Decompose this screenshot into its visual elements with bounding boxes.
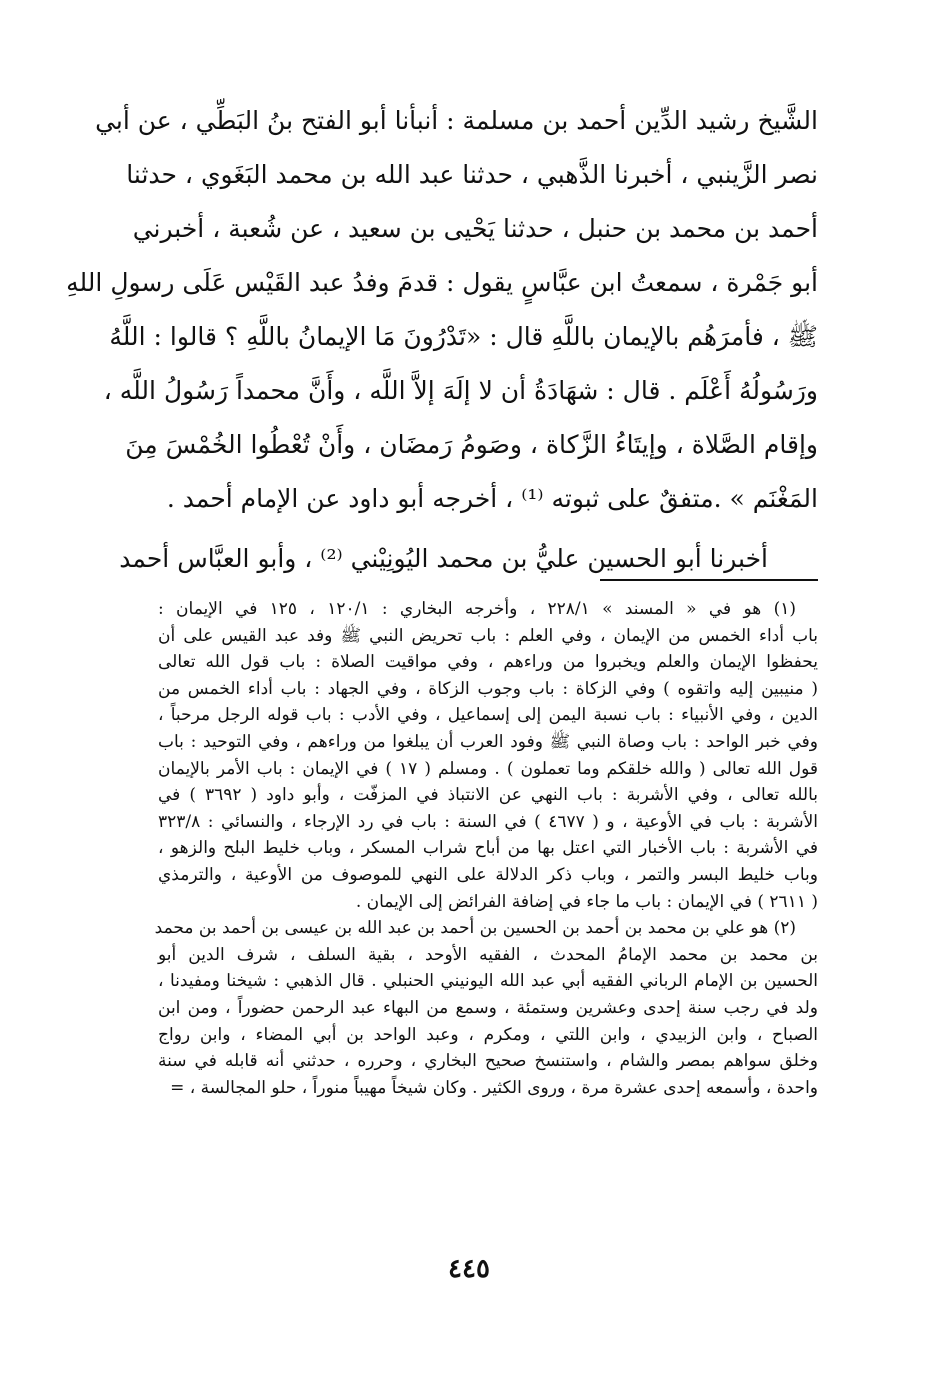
main-text-block [66, 104, 818, 596]
footnote-line: واحدة ، وأسمعه إحدى عشرة مرة ، وروى الكثير . وكان شيخاً مهيباً منوراً ، حلو المجالسة ، = [170, 1077, 818, 1098]
footnote-line: ولد في رجب سنة إحدى وعشرين وستمئة ، وسمع من البهاء عبد الرحمن حضوراً ، ومن ابن [158, 997, 818, 1018]
footnote-line: الأشربة : باب في الأوعية ، و ( ٤٦٧٧ ) في السنة : باب في رد الإرجاء ، والنسائي : ٣٢٣/٨ [158, 811, 818, 832]
footnotes-block [154, 598, 818, 1103]
main-text-line: ورَسُولُهُ أَعْلَم . قال : شهَادَةُ أن لا إلَهَ إلاَّ اللَّه ، وأَنَّ محمداً رَسُولُ اللَّه ، [103, 376, 818, 405]
footnote-line: قول الله تعالى ( والله خلقكم وما تعملون ) . ومسلم ( ١٧ ) في الإيمان : باب الأمر بالإيمان [158, 758, 818, 779]
main-text-line: ﷺ ، فأمرَهُم بالإيمان باللَّهِ قال : «تَدْرُونَ مَا الإيمانُ باللَّهِ ؟ قالوا : اللَّهُ [109, 322, 818, 351]
footnote-line: (٢) هو علي بن محمد بن أحمد بن الحسين بن أحمد بن عبد الله بن عيسى بن أحمد بن محمد [154, 918, 796, 939]
footnote-line: الدين ، وفي الأنبياء : باب نسبة اليمن إلى إسماعيل ، وفي الأدب : باب قوله الرجل مرحباً ، [158, 705, 818, 726]
footnote-line: في الأشربة : باب الأخبار التي اعتل بها من أباح شراب المسكر ، وباب خليط البلح والزهو ، [158, 838, 818, 859]
main-text-line: أبو جَمْرة ، سمعتُ ابن عبَّاسٍ يقول : قدمَ وفدُ عبد القَيْس عَلَى رسولِ اللهِ [66, 268, 818, 297]
main-text-line: أحمد بن محمد بن حنبل ، حدثنا يَحْيى بن سعيد ، عن شُعبة ، أخبرني [132, 214, 818, 243]
footnote-line: الحسين بن الإمام الرباني الفقيه أبي عبد الله اليونيني الحنبلي . قال الذهبي : شيخنا ومفيدنا ، [158, 971, 818, 992]
footnote-separator [600, 579, 818, 581]
footnote-line: (١) هو في « المسند » ٢٢٨/١ ، وأخرجه البخاري : ١٢٠/١ ، ١٢٥ في الإيمان : [158, 599, 796, 619]
footnote-line: وباب خليط البسر والتمر ، وباب ذكر الدلالة على النهي للموصوف من الأوعية ، والترمذي [158, 864, 818, 885]
footnote-line: ( ٢٦١١ ) في الإيمان : باب ما جاء في إضافة الفرائض إلى الإيمان . [355, 891, 818, 912]
footnote-line: ( منيبين إليه واتقوه ) وفي الزكاة : باب وجوب الزكاة ، وفي الجهاد : باب أداء الخمس من [158, 678, 818, 699]
main-text-line: الشَّيخ رشيد الدِّين أحمد بن مسلمة : أنبأنا أبو الفتح بنُ البَطِّي ، عن أبي [95, 106, 818, 135]
page-number: ٤٤٥ [448, 1254, 490, 1284]
footnote-line: بالله تعالى ، وفي الأشربة : باب النهي عن الانتباذ في المزفّت ، وأبو داود ( ٣٦٩٢ ) في [158, 785, 818, 806]
main-text-line: المَغْنَم » .متفقٌ على ثبوته ⁽¹⁾ ، أخرجه أبو داود عن الإمام أحمد . [166, 484, 818, 513]
footnote-line: باب أداء الخمس من الإيمان ، وفي العلم : باب تحريض النبي ﷺ وفد عبد القيس على أن [158, 625, 818, 646]
main-text-line: وإقام الصَّلاة ، وإيتَاءُ الزَّكاة ، وصَومُ رَمضَان ، وأَنْ تُعْطُوا الخُمْسَ مِنَ [125, 430, 818, 459]
footnote-line: وخلق سواهم بمصر والشام ، واستنسخ صحيح البخاري ، وحرره ، حدثني أنه قابله في سنة [158, 1051, 818, 1072]
footnote-line: يحفظوا الإيمان والعلم ويخبروا من وراءهم ، وفي مواقيت الصلاة : باب قول الله تعالى [158, 652, 818, 673]
footnote-line: الصباح ، وابن الزبيدي ، وابن اللتي ، ومكرم ، وعبد الواحد بن أبي المضاء ، وابن رواج [158, 1024, 818, 1045]
footnote-line: بن محمد بن محمد الإمامُ المحدث ، الفقيه الأوحد ، بقية السلف ، شرف الدين أبو [158, 944, 818, 965]
main-text-line: أخبرنا أبو الحسين عليُّ بن محمد اليُونِيْني ⁽²⁾ ، وأبو العبَّاس أحمد [119, 544, 768, 573]
footnote-line: وفي خبر الواحد : باب وصاة النبي ﷺ وفود العرب أن يبلغوا من وراءهم ، وفي التوحيد : باب [158, 731, 818, 752]
main-text-line: نصر الزَّينبي ، أخبرنا الذَّهبي ، حدثنا عبد الله بن محمد البَغَوي ، حدثنا [126, 160, 818, 189]
